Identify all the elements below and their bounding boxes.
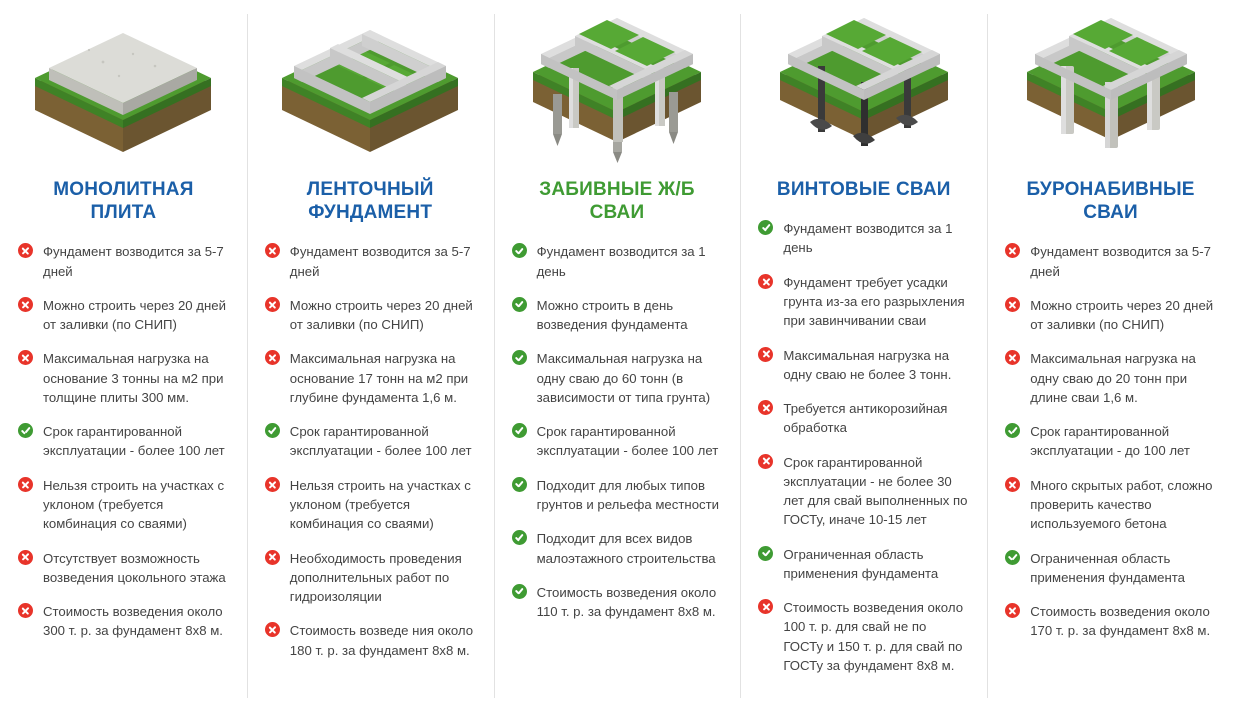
list-item [512,242,723,281]
list-item-text: Стоимость возведения около 100 т. р. для свай не по ГОСТу и 150 т. р. для свай по ГОСТу за фундамент 8х8 м. [783,600,964,673]
comparison-column-screw-piles [740,6,987,712]
positive-icon [512,243,527,258]
negative-icon [18,350,33,365]
comparison-column-driven-rc-piles [494,6,741,712]
list-item-text: Фундамент возводится за 1 день [783,221,953,256]
page-title: ВИНТОВЫЕ СВАИ [776,179,951,200]
negative-icon [1005,243,1020,258]
screw-piles-illustration [758,6,969,174]
list-item [758,598,969,675]
negative-icon [265,350,280,365]
negative-icon [1005,297,1020,312]
list-item [512,349,723,407]
feature-list [1005,242,1216,640]
list-item [18,476,229,534]
negative-icon [265,297,280,312]
list-item-text: Максимальная нагрузка на основание 3 тонны на м2 при толщине плиты 300 мм. [43,351,224,405]
list-item-text: Подходит для любых типов грунтов и рельефа местности [536,477,720,512]
negative-icon [18,550,33,565]
list-item [265,242,476,281]
positive-icon [1005,550,1020,565]
negative-icon [1005,350,1020,365]
negative-icon [1005,603,1020,618]
page-title: БУРОНАБИВНЫЕ СВАИ [1026,179,1195,224]
list-item [265,476,476,534]
list-item-text: Необходимость проведения дополнительных работ по гидроизоляции [289,550,462,605]
list-item [758,453,969,530]
positive-icon [512,350,527,365]
negative-icon [18,297,33,312]
negative-icon [758,400,773,415]
comparison-column-monolithic-slab [0,6,247,712]
comparison-column-bored-piles [987,6,1234,712]
page-title: МОНОЛИТНАЯ ПЛИТА [53,179,194,224]
list-item-text: Максимальная нагрузка на одну сваю до 60 тонн (в зависимости от типа грунта) [536,351,711,405]
list-item-text: Много скрытых работ, сложно проверить качество используемого бетона [1030,477,1213,532]
list-item [512,422,723,461]
positive-icon [1005,423,1020,438]
positive-icon [758,220,773,235]
list-item [1005,602,1216,641]
feature-list [265,242,476,660]
negative-icon [18,477,33,492]
positive-icon [512,584,527,599]
list-item-text: Фундамент возводится за 1 день [536,244,706,279]
list-item-text: Подходит для всех видов малоэтажного строительства [536,531,716,566]
list-item [265,349,476,407]
list-item-text: Максимальная нагрузка на одну сваю до 20 тонн при длине сваи 1,6 м. [1030,351,1196,405]
negative-icon [18,603,33,618]
bored-piles-illustration [1005,6,1216,174]
list-item [1005,476,1216,534]
list-item [758,273,969,331]
positive-icon [512,477,527,492]
list-item [265,422,476,461]
negative-icon [758,599,773,614]
negative-icon [18,243,33,258]
driven-rc-piles-illustration [512,6,723,174]
list-item-text: Фундамент требует усадки грунта из-за его разрыхления при завинчивании сваи [783,274,965,329]
positive-icon [512,530,527,545]
list-item [1005,349,1216,407]
positive-icon [18,423,33,438]
feature-list [512,242,723,621]
list-item [1005,296,1216,335]
list-item [758,346,969,385]
positive-icon [512,423,527,438]
strip-foundation-illustration [265,6,476,174]
feature-list [18,242,229,640]
list-item [18,422,229,461]
page-title: ЗАБИВНЫЕ Ж/Б СВАИ [539,179,695,224]
feature-list [758,219,969,675]
list-item-text: Можно строить через 20 дней от заливки (по СНИП) [289,297,473,333]
list-item-text: Отсутствует возможность возведения цокольного этажа [43,550,226,585]
list-item [265,296,476,335]
list-item-text: Фундамент возводится за 5-7 дней [43,244,224,279]
list-item [18,349,229,407]
list-item [18,602,229,641]
list-item-text: Стоимость возведе ния около 180 т. р. за фундамент 8х8 м. [289,623,474,658]
list-item [758,219,969,258]
negative-icon [265,477,280,492]
list-item-text: Ограниченная область применения фундамента [783,546,939,581]
negative-icon [265,243,280,258]
list-item [18,242,229,281]
list-item-text: Максимальная нагрузка на одну сваю не более 3 тонн. [783,347,952,382]
list-item [1005,242,1216,281]
list-item [1005,549,1216,588]
negative-icon [1005,477,1020,492]
list-item-text: Срок гарантированной эксплуатации - до 100 лет [1030,424,1190,459]
list-item [758,399,969,438]
list-item-text: Стоимость возведения около 170 т. р. за фундамент 8х8 м. [1030,604,1211,639]
list-item [512,583,723,622]
page-title: ЛЕНТОЧНЫЙ ФУНДАМЕНТ [306,179,434,224]
negative-icon [265,550,280,565]
list-item-text: Срок гарантированной эксплуатации - более 100 лет [289,424,472,459]
list-item-text: Стоимость возведения около 300 т. р. за фундамент 8х8 м. [43,604,223,639]
list-item [1005,422,1216,461]
positive-icon [758,546,773,561]
list-item-text: Максимальная нагрузка на основание 17 тонн на м2 при глубине фундамента 1,6 м. [289,351,469,405]
list-item-text: Ограниченная область применения фундамента [1030,550,1186,585]
list-item [512,529,723,568]
list-item-text: Срок гарантированной эксплуатации - более 100 лет [536,424,719,459]
list-item [758,545,969,584]
list-item-text: Можно строить в день возведения фундамента [536,297,688,333]
list-item-text: Стоимость возведения около 110 т. р. за фундамент 8х8 м. [536,584,717,620]
list-item [265,549,476,607]
monolithic-slab-illustration [18,6,229,174]
positive-icon [512,297,527,312]
negative-icon [758,347,773,362]
list-item-text: Можно строить через 20 дней от заливки (по СНИП) [43,297,226,333]
list-item-text: Можно строить через 20 дней от заливки (по СНИП) [1030,297,1214,333]
list-item-text: Фундамент возводится за 5-7 дней [1030,244,1211,279]
list-item-text: Срок гарантированной эксплуатации - более 100 лет [43,424,225,459]
list-item [265,621,476,660]
list-item [512,296,723,335]
list-item-text: Требуется антикорозийная обработка [783,401,948,436]
list-item [18,296,229,335]
comparison-column-strip-foundation [247,6,494,712]
list-item-text: Фундамент возводится за 5-7 дней [289,244,471,279]
list-item [18,549,229,588]
positive-icon [265,423,280,438]
negative-icon [758,454,773,469]
list-item-text: Нельзя строить на участках с уклоном (требуется комбинация со сваями) [43,477,225,532]
negative-icon [265,622,280,637]
list-item [512,476,723,515]
list-item-text: Срок гарантированной эксплуатации - не более 30 лет для свай выполненных по ГОСТу, иначе 10-15 лет [783,454,968,528]
list-item-text: Нельзя строить на участках с уклоном (требуется комбинация со сваями) [289,477,471,532]
negative-icon [758,274,773,289]
